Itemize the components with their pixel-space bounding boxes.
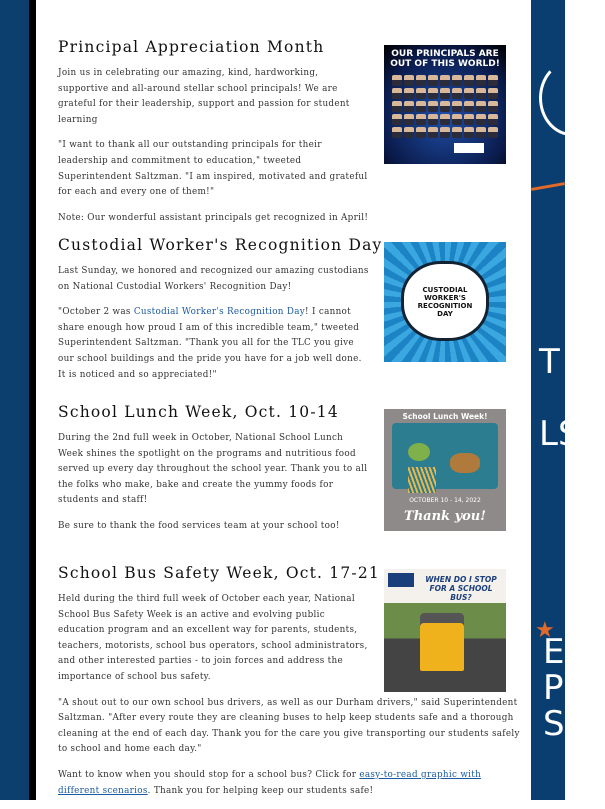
logo-orange-stripe: [531, 182, 565, 191]
section-paragraph: Be sure to thank the food services team at your school too!: [58, 520, 340, 531]
lunch-tray: [392, 423, 498, 489]
burger-icon: [450, 453, 480, 473]
lunch-graphic-thanks: Thank you!: [404, 509, 486, 524]
graphic-tag: [454, 143, 484, 153]
section-paragraph: [58, 305, 370, 383]
closing-text: Want to know when you should stop for a school bus? Click for: [58, 769, 360, 780]
section-title: School Bus Safety Week, Oct. 17-21: [58, 564, 380, 582]
section-paragraph: During the 2nd full week in October, National School Lunch Week shines the spotlight on the programs and nutritious food served up every day throughout the school year. Thank you to all the folks who make, bake and create the yummy foods for students and staff!: [58, 433, 368, 506]
principals-graphic-line: OUR PRINCIPALS ARE: [391, 49, 499, 59]
graphic-line: RECOGNITION: [417, 302, 473, 310]
lunch-graphic-date: OCTOBER 10 - 14, 2022: [409, 497, 481, 504]
fries-icon: [408, 467, 436, 493]
side-letter: T: [539, 342, 560, 382]
principals-graphic-heading: [384, 49, 506, 69]
district-logo: [388, 573, 414, 587]
section-paragraph: "A shout out to our own school bus drivers, as well as our Durham drivers," said Superintendent Saltzman. "After every route they are cleaning buses to help keep students safe and a thorough cleaning at the end of each day. Thank you for the care you give transporting our students safely to school and home each day.": [58, 697, 520, 755]
star-icon: ★: [535, 618, 555, 643]
closing-text: . Thank you for helping keep our students safe!: [147, 785, 374, 796]
right-branding-panel: [531, 0, 580, 800]
section-paragraph: Note: Our wonderful assistant principals get recognized in April!: [58, 212, 369, 223]
section-paragraph: Last Sunday, we honored and recognized our amazing custodians on National Custodial Workers' Recognition Day!: [58, 266, 369, 292]
quote-text: ! I cannot share enough how proud I am of this incredible team," tweeted Superintendent Saltzman. "Thank you all for the TLC you give our school buildings and the pride you have for a job well done. It is noticed and so appreciated!": [58, 307, 362, 380]
section-title: Principal Appreciation Month: [58, 38, 325, 56]
newsletter-content: [36, 0, 531, 800]
section-title: School Lunch Week, Oct. 10-14: [58, 403, 339, 421]
section-title: Custodial Worker's Recognition Day: [58, 236, 383, 254]
side-letter: LS: [539, 414, 580, 454]
side-letter: P: [543, 668, 564, 708]
bus-graphic-heading: WHEN DO I STOP FOR A SCHOOL BUS?: [425, 575, 497, 602]
custodial-graphic-text: [404, 286, 486, 318]
school-bus-icon: [420, 613, 464, 671]
bus-safety-graphic: [384, 569, 506, 692]
lunch-graphic-heading: School Lunch Week!: [402, 412, 488, 421]
side-letter: E: [543, 632, 565, 672]
left-border-shadow: [29, 0, 36, 800]
graphic-line: WORKER'S: [424, 294, 466, 302]
section-paragraph: Join us in celebrating our amazing, kind, hardworking, supportive and all-around stellar school principals! We are grateful for their leadership, support and passion for student learning: [58, 68, 350, 125]
principals-graphic-line: OUT OF THIS WORLD!: [390, 59, 500, 69]
quote-text: "October 2 was: [58, 307, 134, 318]
left-border-bar: [0, 0, 29, 800]
school-lunch-graphic: [384, 409, 506, 531]
side-letter: S: [543, 704, 565, 744]
section-paragraph: [58, 768, 498, 799]
principals-graphic: [384, 45, 506, 164]
graphic-line: CUSTODIAL: [422, 286, 468, 294]
custodial-graphic: [384, 242, 506, 362]
principal-portraits-grid: [392, 75, 498, 138]
logo-swoosh-icon: [539, 60, 605, 136]
bus-stop-graphic-link[interactable]: easy-to-read graphic with different scenarios: [58, 769, 482, 796]
graphic-line: DAY: [437, 310, 453, 318]
salad-icon: [408, 443, 430, 461]
custodial-day-link[interactable]: Custodial Worker's Recognition Day: [133, 307, 306, 318]
section-paragraph: "I want to thank all our outstanding principals for their leadership and commitment to education," tweeted Superintendent Saltzman. "I am inspired, motivated and grateful for each and every one of them!": [58, 140, 368, 198]
section-paragraph: Held during the third full week of October each year, National School Bus Safety Week is an active and evolving public education program and an excellent way for parents, students, teachers, motorists, school bus operators, school administrators, and other interested parties - to join forces and address the importance of school bus safety.: [58, 594, 368, 682]
